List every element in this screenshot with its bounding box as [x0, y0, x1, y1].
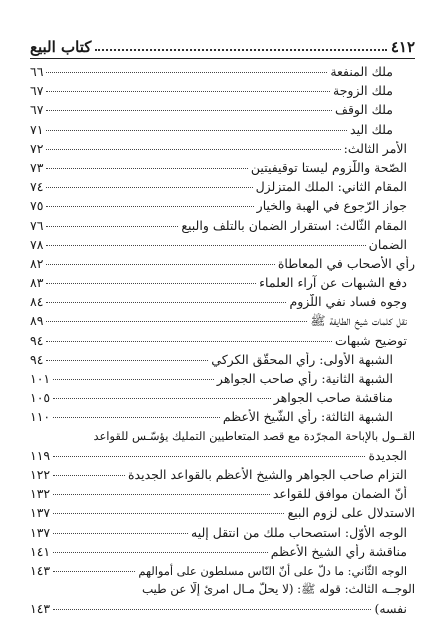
page-header [30, 34, 415, 56]
toc-entry-page: ١١٩ [30, 447, 51, 463]
toc-entry-title: نقل كلمات شيخ الطايفة ﷺ [310, 313, 407, 329]
toc-entry-page: ١٠١ [30, 371, 51, 386]
dot-leader [53, 475, 125, 476]
toc-entry-page: ١٤٣ [30, 601, 51, 617]
dot-leader [53, 609, 371, 610]
toc-entry [30, 294, 415, 313]
toc-entry [30, 352, 415, 371]
dot-leader [46, 264, 274, 265]
dot-leader [46, 72, 327, 73]
toc-entry-title: القــول بالإباحة المجرّدة مع قصد المتعاطيين التمليك يؤسّـس للقواعد [93, 428, 415, 443]
toc-entry-title: ملك الوقف [335, 102, 393, 118]
toc-entry-page: ٦٧ [30, 102, 44, 118]
toc-entry-page: ٧٨ [30, 236, 44, 252]
toc-entry-title: الصّحة واللّزوم ليستا توقيفيتين [250, 159, 407, 175]
toc-entry-page: ٩٤ [30, 332, 44, 348]
dot-leader [46, 245, 365, 246]
toc-entry [30, 429, 415, 448]
dot-leader [46, 360, 208, 361]
toc-entry [30, 141, 415, 160]
toc-entry-title: الاستدلال على لزوم البيع [287, 505, 415, 521]
toc-entry-title: نفسه) [374, 601, 407, 617]
toc-entry-page: ١٣٧ [30, 524, 51, 540]
toc-entry-title: المقام الثّالث: استقرار الضمان بالتلف والبيع [181, 217, 407, 233]
toc-entry-page: ١٤٣ [30, 562, 51, 578]
toc-entry-page: ١٣٢ [30, 486, 51, 502]
toc-entry-title: مناقشة صاحب الجواهر [273, 390, 393, 406]
dot-leader [53, 513, 284, 514]
toc-entry-title: جواز الرّجوع في الهبة والخيار [256, 198, 407, 214]
toc-entry-page: ١٠٥ [30, 390, 51, 406]
dot-leader [53, 379, 214, 380]
toc-entry-title: الجديدة [368, 447, 407, 463]
toc-entry-title: الضمان [368, 236, 407, 252]
dot-leader [46, 149, 340, 150]
page-number: ٤١٢ [390, 38, 415, 56]
toc-entry-page: ١٢٢ [30, 466, 51, 482]
dot-leader [46, 168, 247, 169]
toc-entry-page: ٧٤ [30, 179, 44, 195]
toc-entry [30, 582, 415, 601]
toc-entry [30, 198, 415, 217]
toc-entry-title: رأي الأصحاب في المعاطاة [277, 255, 415, 271]
toc-entry-page: ٩٤ [30, 351, 44, 367]
dot-leader [53, 456, 365, 457]
dot-leader [46, 110, 332, 111]
toc-entry [30, 601, 415, 620]
toc-entry-title: الأمر الثالث: [343, 140, 407, 156]
toc-entry [30, 333, 415, 352]
toc-entry-title: الشبهة الثانية: رأي صاحب الجواهر [216, 371, 393, 386]
header-rule [30, 58, 415, 59]
dot-leader [53, 552, 268, 553]
toc-entry [30, 275, 415, 294]
toc-entry-title: التزام صاحب الجواهر والشيخ الأعظم بالقواعد الجديدة [127, 466, 407, 482]
toc-entry [30, 563, 415, 582]
toc-entry [30, 486, 415, 505]
toc-entry-title: الوجه الأوّل: استصحاب ملك من انتقل إليه [191, 524, 407, 540]
toc-entry [30, 467, 415, 486]
dot-leader [46, 341, 332, 342]
toc-entry [30, 448, 415, 467]
toc-entry [30, 409, 415, 428]
toc-entry [30, 390, 415, 409]
toc-entry-title: الوجــه الثالث: قوله ﷺ: (لا يحلّ مـال امرئ إلّا عن طيب [141, 582, 415, 597]
toc-entry-page: ١٣٧ [30, 505, 51, 521]
dot-leader [53, 571, 135, 572]
dot-leader [53, 533, 188, 534]
toc-entry-title: مناقشة رأي الشيخ الأعظم [270, 543, 407, 559]
toc-entry-page: ٨٣ [30, 275, 44, 291]
toc-entry-page: ١٤١ [30, 543, 51, 559]
toc-entry-page: ٧١ [30, 121, 44, 137]
toc-entry-title: ملك الزوجة [333, 83, 393, 99]
dot-leader [46, 226, 178, 227]
toc-entry [30, 256, 415, 275]
toc-entry-title: المقام الثاني: الملك المتزلزل [255, 179, 407, 195]
toc-entry-page: ٧٥ [30, 198, 44, 214]
header-dot-leader [95, 49, 386, 51]
toc-entry-title: ملك المنفعة [330, 64, 393, 79]
toc-entry [30, 544, 415, 563]
toc-entry-title: الشبهة الأولى: رأي المحقّق الكركي [211, 351, 393, 367]
toc-entry [30, 313, 415, 332]
toc-entry [30, 371, 415, 390]
toc-entry-title: ملك اليد [350, 121, 393, 137]
toc-entry [30, 237, 415, 256]
toc-entry-page: ٦٦ [30, 64, 44, 79]
toc-entry-page: ٧٣ [30, 159, 44, 175]
toc-entry-page: ٨٩ [30, 313, 44, 329]
toc-entry [30, 525, 415, 544]
toc-entry [30, 179, 415, 198]
toc-entry [30, 102, 415, 121]
dot-leader [46, 91, 330, 92]
toc-entry [30, 64, 415, 83]
toc-entry-title: توضيح شبهات [335, 332, 407, 348]
dot-leader [46, 302, 286, 303]
dot-leader [46, 283, 256, 284]
toc-entry-title: الشبهة الثالثة: رأي الشّيخ الأعظم [222, 409, 393, 425]
dot-leader [46, 130, 347, 131]
dot-leader [46, 206, 253, 207]
toc-entry-title: أنّ الضمان موافق للقواعد [272, 486, 407, 502]
dot-leader [53, 494, 270, 495]
toc-entry [30, 218, 415, 237]
toc-entry [30, 122, 415, 141]
toc-entry-page: ٦٧ [30, 83, 44, 99]
toc-entry-page: ٨٢ [30, 255, 44, 271]
toc-entry-page: ١١٠ [30, 409, 51, 425]
dot-leader [53, 417, 220, 418]
toc-entry-title: دفع الشبهات عن آراء العلماء [259, 275, 407, 291]
toc-entry-page: ٧٢ [30, 140, 44, 156]
toc-entry [30, 160, 415, 179]
toc-entry [30, 83, 415, 102]
dot-leader [53, 398, 271, 399]
toc-entry-page: ٨٤ [30, 294, 44, 310]
dot-leader [46, 187, 252, 188]
table-of-contents [30, 64, 415, 620]
book-title: كتاب البيع [30, 38, 92, 56]
toc-entry-page: ٧٦ [30, 217, 44, 233]
dot-leader [46, 321, 307, 322]
toc-entry [30, 505, 415, 524]
toc-entry-title: وجوه فساد نفي اللّزوم [289, 294, 407, 310]
toc-entry-title: الوجه الثّاني: ما دلّ على أنّ النّاس مسلطون على أموالهم [138, 563, 407, 578]
